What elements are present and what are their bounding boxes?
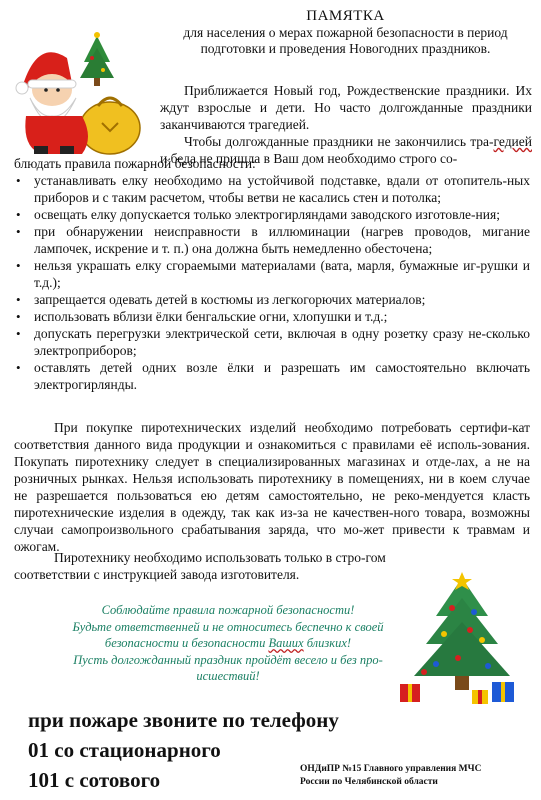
organization-signature: [300, 763, 535, 789]
pyrotechnics-paragraph: [14, 419, 530, 555]
motto-line3c: близких!: [303, 636, 352, 650]
motto-line3b: Ваших: [268, 636, 304, 650]
motto-line3a: безопасности и безопасности: [104, 636, 269, 650]
gift-sack-icon: [80, 98, 140, 154]
rules-list: [14, 172, 530, 393]
list-item: • при обнаружении неисправности в иллюминации (нагрев проводов, мигание лампочек, искрение и т. п.) она должна быть немедленно обесточена;: [14, 223, 530, 257]
motto-line: Пусть долгожданный праздник пройдёт весело и без про-: [73, 652, 383, 667]
pyrotechnics-usage-paragraph: [14, 549, 394, 583]
small-christmas-tree-icon: [80, 32, 114, 86]
emergency-phone-block: [28, 705, 339, 795]
memo-title: ПАМЯТКА: [306, 8, 385, 24]
subtitle-line-1: для населения о мерах пожарной безопасности в период: [183, 25, 508, 40]
list-item: • устанавливать елку необходимо на устойчивой подставке, вдали от отопитель-ных приборов и с таким расчетом, чтобы ветви не касались стен и потолка;: [14, 172, 530, 206]
list-item: • нельзя украшать елку сгораемыми материалами (вата, марля, бумажные иг-рушки и т.д.);: [14, 257, 530, 291]
intro-p2-part2: гедией: [493, 134, 532, 149]
list-item: • запрещается одевать детей в костюмы из легкогорючих материалов;: [14, 291, 530, 308]
org-line: ОНДиПР №15 Главного управления МЧС: [300, 764, 482, 774]
santa-claus-illustration: [2, 28, 147, 158]
intro-paragraph: Приближается Новый год, Рождественские праздники. Их ждут взрослые и дети. Но часто долгожданные праздники заканчиваются трагедией.: [160, 83, 532, 132]
phone-line: 01 со стационарного: [28, 738, 221, 762]
subtitle-line-2: подготовки и проведения Новогодних праздников.: [200, 41, 491, 56]
org-line: России по Челябинской области: [300, 777, 438, 787]
christmas-tree-icon: [414, 572, 510, 690]
phone-line: при пожаре звоните по телефону: [28, 708, 339, 732]
rules-section: [14, 155, 530, 393]
pyrotechnics-usage-text: Пиротехнику необходимо использовать только в стро-гом соответствии с инструкцией завода изготовителя.: [14, 550, 386, 582]
list-item: • использовать вблизи ёлки бенгальские огни, хлопушки и т.д.;: [14, 308, 530, 325]
motto-line: Соблюдайте правила пожарной безопасности!: [101, 603, 355, 617]
memo-subtitle: [150, 25, 541, 57]
santa-figure-icon: [16, 52, 88, 154]
christmas-tree-illustration: [392, 572, 532, 710]
motto-line: [60, 635, 396, 652]
list-item: • допускать перегрузки электрической сети, включая в одну розетку сразу не-сколько электроприборов;: [14, 325, 530, 359]
list-item: • освещать елку допускается только электрогирляндами заводского изготовле-ния;: [14, 206, 530, 223]
safety-motto: [60, 602, 396, 685]
phone-line: 101 с сотового: [28, 768, 161, 792]
motto-line: исшествий!: [196, 669, 260, 683]
intro-p2-part1: Чтобы долгожданные праздники не закончились тра-: [184, 134, 494, 149]
rules-lead-in: блюдать правила пожарной безопасности:: [14, 156, 256, 171]
list-item: • оставлять детей одних возле ёлки и разрешать им самостоятельно включать электрогирлянды.: [14, 359, 530, 393]
pyrotechnics-text: При покупке пиротехнических изделий необходимо потребовать сертифи-кат соответствия данного вида продукции и ознакомиться с правилами её исполь-зования. Покупать пиротехнику следует в специализированных магазинах и отде-лах, а не на розничных рынках. Нельзя использовать пиротехнику в помещениях, ни в коем случае не разрешается пользоваться ею детям самостоятельно, не реко-мендуется класть пиротехнические изделия в одежду, так как из-за не качествен-ного товара, возможны случаи самопроизвольного срабатывания заряда, что мо-жет привести к травмам и ожогам.: [14, 420, 530, 554]
motto-line: Будьте ответственней и не относитесь беспечно к своей: [72, 619, 384, 634]
intro-p2-part3: и беда не пришла в Ваш дом необходимо строго со-: [160, 151, 458, 166]
